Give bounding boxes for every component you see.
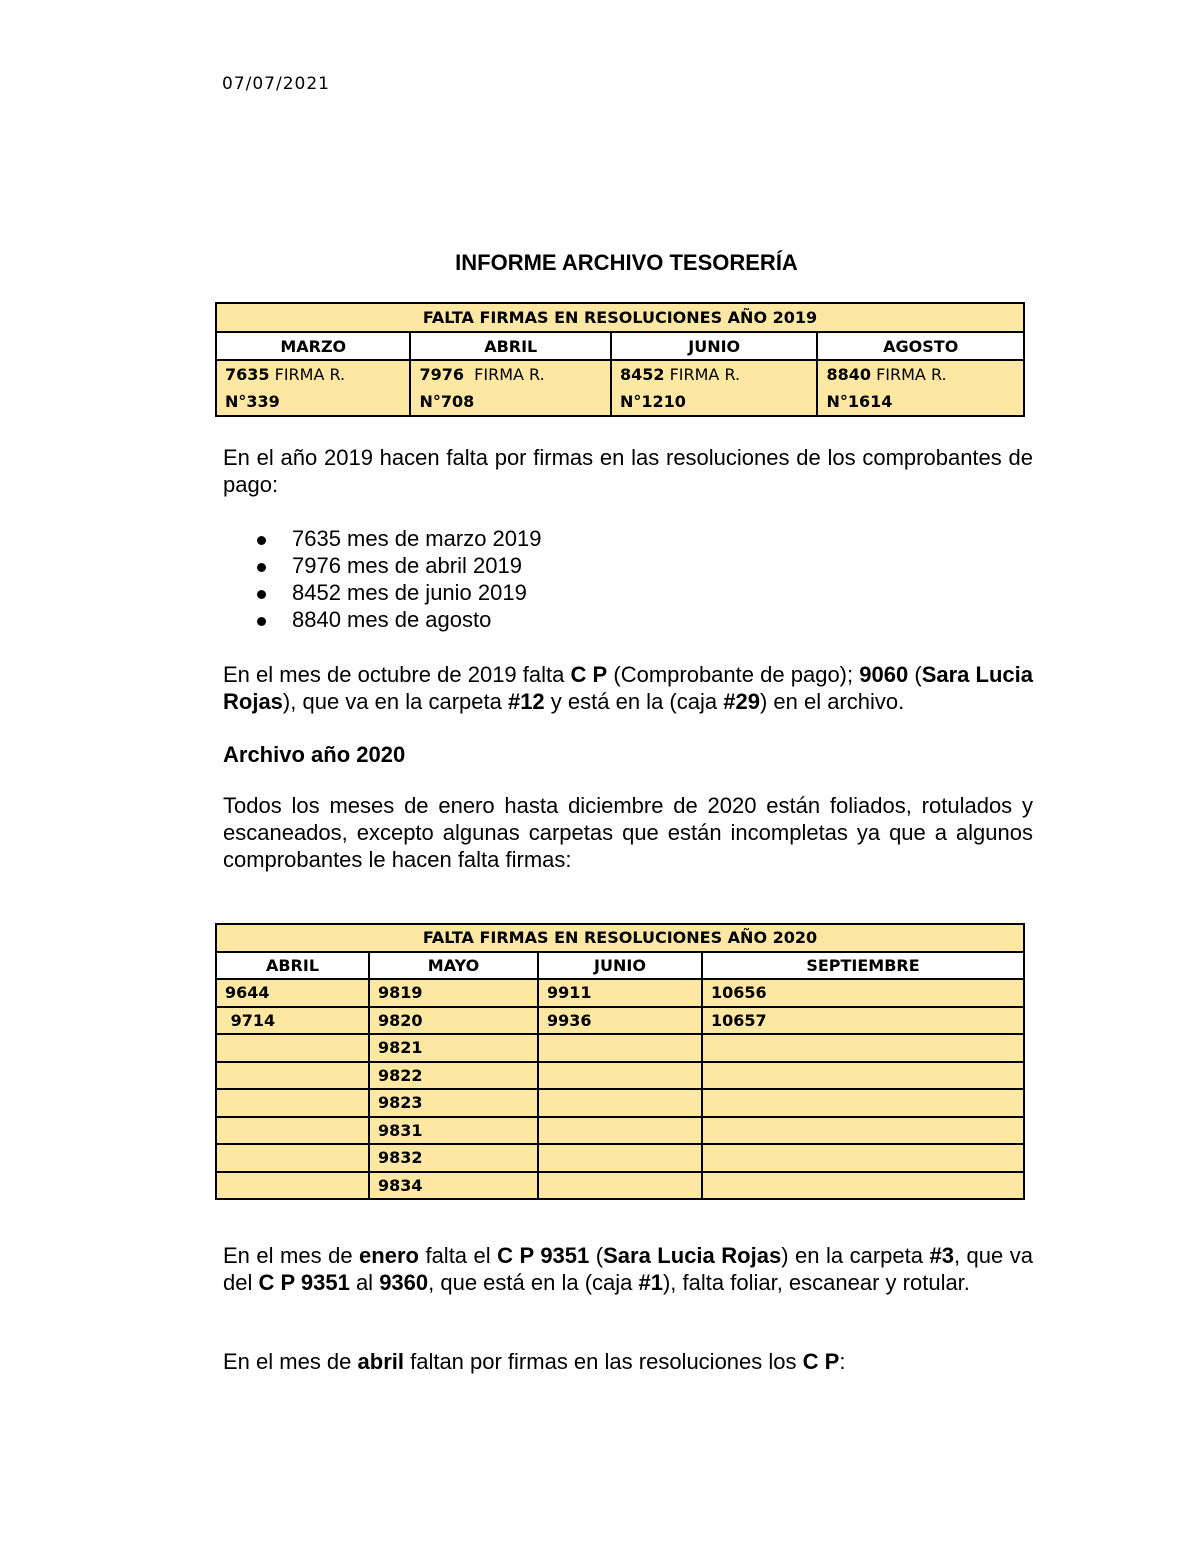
- text-run: (Comprobante de pago);: [607, 662, 860, 687]
- list-item-text: 7635 mes de marzo 2019: [292, 526, 542, 551]
- table-2020-caption: FALTA FIRMAS EN RESOLUCIONES AÑO 2020: [216, 924, 1024, 952]
- paragraph-april-2020: [223, 1348, 1033, 1375]
- table-cell: [538, 1117, 702, 1145]
- text-run-bold: #1: [638, 1270, 663, 1295]
- text-run-bold: #29: [723, 689, 760, 714]
- table-2019-header-cell: ABRIL: [410, 332, 610, 360]
- table-cell: 9822: [369, 1062, 538, 1090]
- text-run: (: [908, 662, 922, 687]
- table-2020-header-cell: JUNIO: [538, 952, 702, 980]
- table-2020-header-cell: SEPTIEMBRE: [702, 952, 1024, 980]
- table-row: [216, 1034, 1024, 1062]
- table-cell: 9644: [216, 979, 369, 1007]
- table-cell: [216, 1034, 369, 1062]
- text-run-bold: C P: [570, 662, 608, 687]
- table-2019-caption: FALTA FIRMAS EN RESOLUCIONES AÑO 2019: [216, 303, 1024, 332]
- list-item-text: 8452 mes de junio 2019: [292, 580, 527, 605]
- cell-text: FIRMA R.: [464, 365, 545, 384]
- table-cell: [216, 1117, 369, 1145]
- text-run-bold: C P 9351: [497, 1243, 590, 1268]
- voucher-number: 7976: [419, 365, 464, 384]
- bullet-icon: [257, 536, 266, 545]
- text-run: (: [589, 1243, 604, 1268]
- table-cell: [702, 1089, 1024, 1117]
- text-run: , que está en la (caja: [428, 1270, 639, 1295]
- text-run: :: [839, 1349, 846, 1374]
- table-row: [216, 1062, 1024, 1090]
- table-cell: [702, 1144, 1024, 1172]
- text-run-bold: #3: [929, 1243, 954, 1268]
- resolution-number: N°1614: [826, 392, 893, 411]
- text-run-bold: 9060: [859, 662, 909, 687]
- text-run: faltan por firmas en las resoluciones los: [403, 1349, 803, 1374]
- table-cell: [216, 1062, 369, 1090]
- table-cell: [702, 1034, 1024, 1062]
- table-cell: 9820: [369, 1007, 538, 1035]
- list-item: [257, 579, 527, 606]
- text-run-bold: abril: [357, 1349, 404, 1374]
- text-run-bold: enero: [359, 1243, 419, 1268]
- resolution-number: N°1210: [619, 392, 686, 411]
- table-row: [216, 1117, 1024, 1145]
- list-item-text: 7976 mes de abril 2019: [292, 553, 522, 578]
- text-run: ), que va en la carpeta: [282, 689, 508, 714]
- paragraph-2019-summary: En el año 2019 hacen falta por firmas en las resoluciones de los comprobantes de pago:: [223, 445, 1033, 497]
- voucher-number: 8840: [826, 365, 871, 384]
- text-run: y está en la (caja: [544, 689, 724, 714]
- table-row: [216, 1172, 1024, 1200]
- table-cell: [702, 1172, 1024, 1200]
- table-2019-cell: [216, 360, 410, 416]
- table-2020-header-cell: MAYO: [369, 952, 538, 980]
- list-item: [257, 606, 491, 633]
- table-cell: [216, 1172, 369, 1200]
- table-2019-cell: [611, 360, 818, 416]
- table-cell: [702, 1117, 1024, 1145]
- section-heading-2020: Archivo año 2020: [223, 742, 406, 767]
- text-run: falta el: [418, 1243, 498, 1268]
- table-cell: 9936: [538, 1007, 702, 1035]
- table-cell: 9823: [369, 1089, 538, 1117]
- text-run-bold: C P: [802, 1349, 840, 1374]
- table-cell: 9831: [369, 1117, 538, 1145]
- table-2019-header-cell: MARZO: [216, 332, 410, 360]
- voucher-number: 8452: [619, 365, 665, 384]
- table-cell: [538, 1089, 702, 1117]
- text-run: En el mes de: [223, 1243, 360, 1268]
- text-run: al: [349, 1270, 380, 1295]
- paragraph-2020-summary: Todos los meses de enero hasta diciembre de 2020 están foliados, rotulados y escaneados, excepto algunas carpetas que están incompletas ya que a algunos comprobantes le hacen falta firmas:: [223, 793, 1033, 872]
- list-item: [257, 525, 542, 552]
- table-cell: [538, 1062, 702, 1090]
- table-cell: [538, 1172, 702, 1200]
- table-cell: 9834: [369, 1172, 538, 1200]
- table-2019-cell: [817, 360, 1024, 416]
- table-cell: 9832: [369, 1144, 538, 1172]
- resolution-number: N°339: [225, 392, 280, 411]
- cell-text: FIRMA R.: [664, 365, 741, 384]
- paragraph-january-2020: [223, 1242, 1033, 1296]
- bullet-icon: [257, 563, 266, 572]
- text-run: En el mes de octubre de 2019 falta: [223, 662, 571, 687]
- text-run: En el mes de: [223, 1349, 358, 1374]
- resolution-number: N°708: [419, 392, 475, 411]
- table-row: [216, 1089, 1024, 1117]
- text-run: ), falta foliar, escanear y rotular.: [662, 1270, 970, 1295]
- table-cell: 10656: [702, 979, 1024, 1007]
- table-row: [216, 979, 1024, 1007]
- list-item: [257, 552, 522, 579]
- cell-text: FIRMA R.: [870, 365, 947, 384]
- text-run-bold: 9360: [379, 1270, 429, 1295]
- table-cell: [538, 1144, 702, 1172]
- table-cell: 9911: [538, 979, 702, 1007]
- text-run: ) en la carpeta: [781, 1243, 930, 1268]
- document-title: INFORME ARCHIVO TESORERÍA: [455, 250, 798, 275]
- table-row: [216, 1007, 1024, 1035]
- voucher-number: 7635: [225, 365, 270, 384]
- text-run-bold: Sara Lucia Rojas: [603, 1243, 782, 1268]
- bullet-icon: [257, 590, 266, 599]
- list-item-text: 8840 mes de agosto: [292, 607, 492, 632]
- table-2019: [215, 302, 1025, 417]
- table-2020-header-cell: ABRIL: [216, 952, 369, 980]
- table-2020: [215, 923, 1025, 1200]
- table-2019-cell: [410, 360, 610, 416]
- table-2019-header-cell: AGOSTO: [817, 332, 1024, 360]
- table-cell: 9821: [369, 1034, 538, 1062]
- document-date: 07/07/2021: [222, 74, 330, 94]
- table-cell: 9819: [369, 979, 538, 1007]
- text-run: , que va del: [223, 1243, 1033, 1295]
- table-cell: [702, 1062, 1024, 1090]
- text-run-bold: C P 9351: [258, 1270, 350, 1295]
- table-cell: 9714: [216, 1007, 369, 1035]
- text-run: ) en el archivo.: [759, 689, 905, 714]
- table-cell: [216, 1089, 369, 1117]
- paragraph-october-2019: [223, 661, 1033, 715]
- cell-text: FIRMA R.: [269, 365, 346, 384]
- text-run-bold: #12: [507, 689, 545, 714]
- text-run-bold: Sara Lucia Rojas: [223, 662, 1033, 714]
- table-2019-header-cell: JUNIO: [611, 332, 818, 360]
- table-cell: [216, 1144, 369, 1172]
- table-cell: 10657: [702, 1007, 1024, 1035]
- table-cell: [538, 1034, 702, 1062]
- bullet-icon: [257, 617, 266, 626]
- table-row: [216, 1144, 1024, 1172]
